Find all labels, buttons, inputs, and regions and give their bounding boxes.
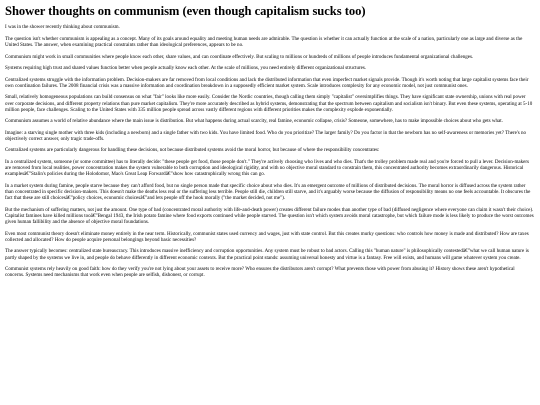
paragraph: Small, relatively homogeneous populations can build consensus on what "fair" looks like more easily. Consider the Nordic countries, though calling them simply "capitalist" oversimplifies things. They have significant state ownership, unions with real power over corporate decisions, and different property relations than pure market capitalism. They're more accurately described as hybrid systems, demonstrating that the spectrum between capitalism and socialism isn't binary. But even these systems, operating at 5-10 million people, face challenges. Scaling to the United States with 335 million people spread across vastly different regions with different priorities makes the complexity explode exponentially. (5, 94, 533, 113)
paragraph: I was in the shower recently thinking about communism. (5, 24, 120, 31)
paragraph: The question isn't whether communism is appealing as a concept. Many of its goals around equality and meeting human needs are admirable. The question is whether it can actually function at the scale of a nation, particularly one as large and diverse as the United States. The answer, when examining practical constraints rather than ideological preferences, appears to be no. (5, 35, 523, 49)
paragraph: In a market system during famine, people starve because they can't afford food, but no single person made that specific choice about who dies. It's an emergent outcome of millions of distributed decisions. The moral horror is diffused across the system rather than concentrated in specific decision-makers. This doesn't make the deaths less real or the suffering less terrible. People still die, children still starve, and it's arguably worse because the diffusion of responsibility means no one feels accountable. It obscures the fact that these are still choicesâ€”policy choices, economic choicesâ€”and lets people off the hook morally ("the market decided, not me"). (5, 182, 531, 202)
paragraph: Imagine: a starving single mother with three kids (including a newborn) and a single father with two kids. You have limited food. Who do you prioritize? The larger family? Do you factor in that the newborn has no self-awareness or memories yet? There's no objectively correct answer, only tragic trade-offs. (5, 129, 527, 142)
paragraph: But the mechanism of suffering matters, not just the amount. One type of bad (concentrated moral authority with life-and-death power) creates different failure modes than another type of bad (diffused negligence where everyone can claim it wasn't their choice). Capitalist famines have killed millions tooâ€”Bengal 1943, the Irish potato famine where food exports continued while people starved. The question isn't which system avoids moral catastrophe, but which failure mode is less likely to produce the worst outcomes given human fallibility and the absence of objective moral foundations. (5, 206, 534, 226)
article-body (5, 24, 535, 278)
paragraph: Systems requiring high trust and shared values function better when people actually know each other. At the scale of millions, you need entirely different organizational structures. (5, 65, 367, 72)
paragraph: In a centralized system, someone (or some committee) has to literally decide: "these people get food, those people don't." They're actively choosing who lives and who dies. That's the trolley problem made real and you're forced to pull a lever. Decision-makers are removed from local realities, power concentration makes the system vulnerable to both corruption and ideological rigidity, and with no objective moral standard to constrain them, this concentrated authority becomes extraordinarily dangerous. Historical examplesâ€”Stalin's policies during the Holodomor, Mao's Great Leap Forwardâ€”show how catastrophically wrong this can go. (5, 158, 530, 178)
paragraph: Communist systems rely heavily on good faith: how do they verify you're not lying about your assets to receive more? Who ensures the distributors aren't corrupt? What prevents those with power from abusing it? History shows these aren't hypothetical concerns. Systems need mechanisms that work even when people are selfish, dishonest, or corrupt. (5, 266, 515, 279)
page-title: Shower thoughts on communism (even though capitalism sucks too) (5, 4, 366, 18)
paragraph: Even most communist theory doesn't eliminate money entirely in the near term. Historically, communist states used currency and wages, just with state control. But this creates murky questions: who controls how money is made and distributed? How are taxes collected and allocated? How do people acquire personal belongings beyond basic necessities? (5, 230, 529, 243)
paragraph: Communism assumes a world of relative abundance where the main issue is distribution. But what happens during actual scarcity, real famine, economic collapse, crisis? Someone, somewhere, has to make impossible choices about who gets what. (5, 118, 503, 125)
paragraph: Centralized systems are particularly dangerous for handling these decisions, not because distributed systems avoid the moral horror, but because of where the responsibility concentrates: (5, 147, 380, 154)
paragraph: Communism might work in small communities where people know each other, share values, and can coordinate effectively. But scaling to millions or hundreds of millions of people introduces fundamental organizational challenges. (5, 53, 474, 60)
paragraph: The answer typically becomes: centralized state bureaucracy. This introduces massive inefficiency and corruption opportunities. Any system must be robust to bad actors. Calling this "human nature" is philosophically contestedâ€”what we call human nature is partly shaped by the systems we live in, and people do behave differently in different economic contexts. But the practical point stands: assuming universal honesty and virtue is a fantasy. Free will exists, and humans will game whatever system you create. (5, 248, 529, 261)
paragraph: Centralized systems struggle with the information problem. Decision-makers are far removed from local conditions and lack the distributed information that even imperfect market signals provide. Though it's worth noting that large capitalist systems face their own coordination failures. The 2008 financial crisis was a massive information and coordination breakdown in a supposedly efficient market system. Scale introduces complexity for any economic model, not just communist ones. (5, 76, 529, 89)
